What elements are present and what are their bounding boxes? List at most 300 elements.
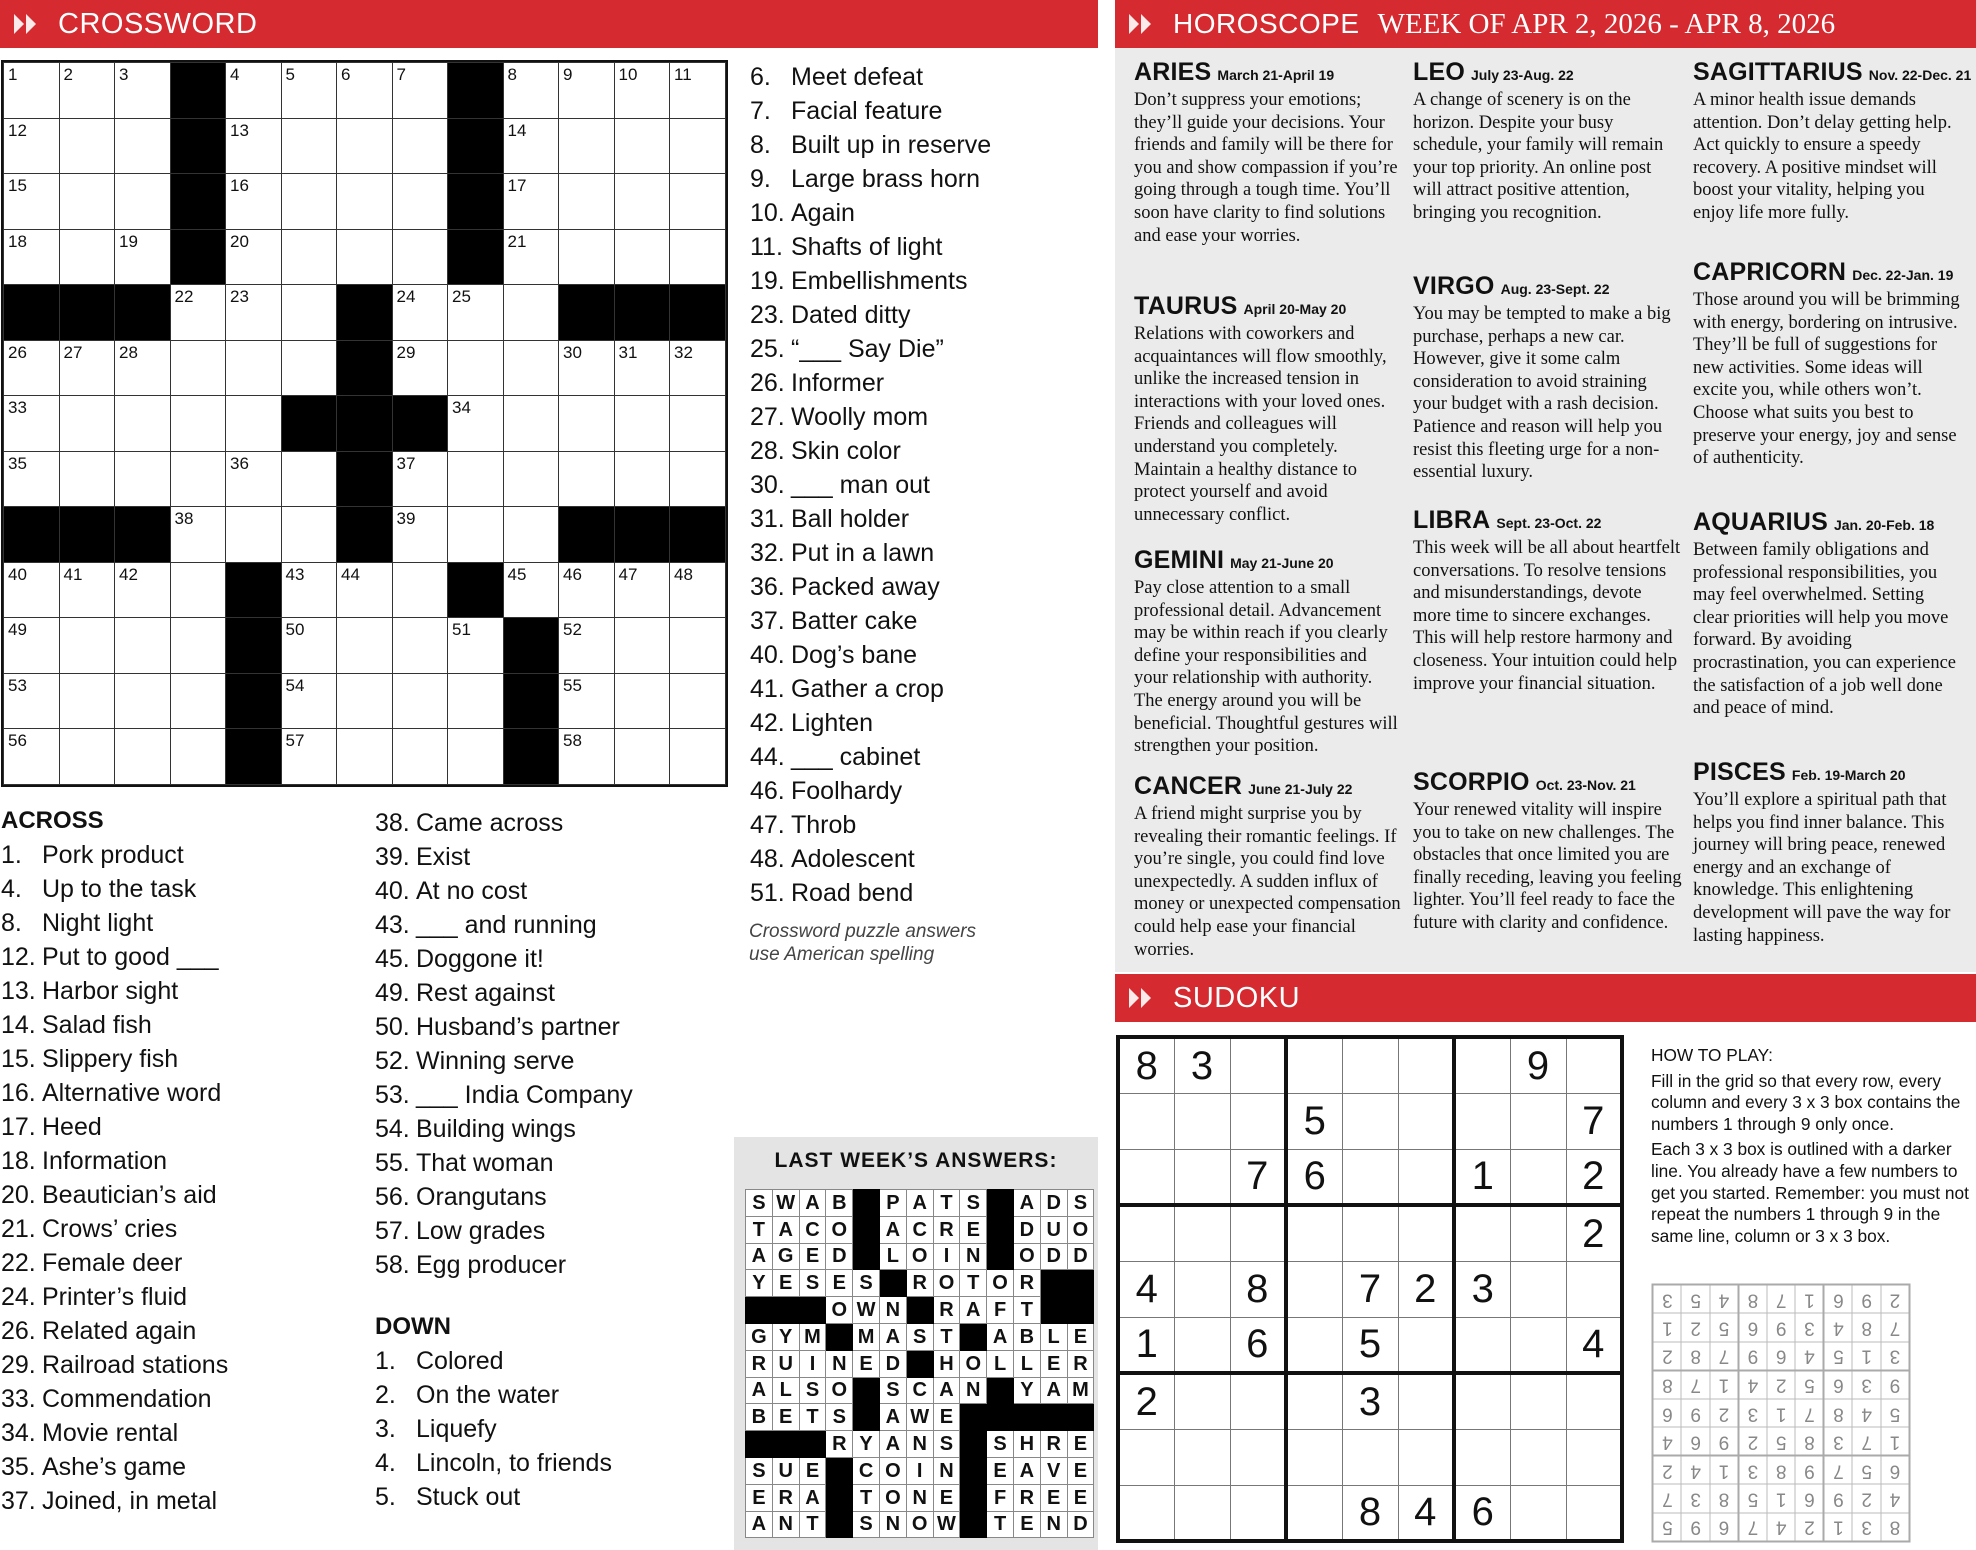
sudoku-cell[interactable] [1174,1261,1230,1317]
crossword-cell[interactable] [503,63,559,119]
crossword-cell[interactable] [392,174,448,230]
sudoku-answer-cell: 7 [1881,1314,1910,1343]
sudoku-cell[interactable] [1230,1205,1286,1261]
crossword-cell[interactable] [226,451,282,507]
clue-number: 48 [674,564,693,584]
answer-letter: R [933,1297,960,1324]
crossword-cell[interactable] [4,174,60,230]
crossword-black-square [59,285,115,341]
answer-black-square [960,1404,987,1431]
clue-item [1,1382,228,1416]
crossword-cell[interactable] [115,63,171,119]
clue-item [1,974,228,1008]
crossword-cell[interactable] [170,285,226,341]
crossword-cell[interactable] [4,562,60,618]
crossword-cell[interactable] [448,285,504,341]
crossword-cell[interactable] [59,229,115,285]
clue-number: 20 [230,231,249,251]
answer-letter: C [906,1377,933,1404]
sudoku-cell[interactable] [1118,1205,1174,1261]
crossword-black-square [4,285,60,341]
crossword-black-square [59,507,115,563]
crossword-cell[interactable] [448,451,504,507]
sudoku-cell[interactable]: 3 [1454,1261,1510,1317]
crossword-cell[interactable] [392,618,448,674]
crossword-cell[interactable] [392,340,448,396]
sudoku-cell[interactable] [1118,1485,1174,1541]
sudoku-cell[interactable] [1174,1205,1230,1261]
crossword-cell[interactable] [614,729,670,785]
crossword-cell[interactable] [4,118,60,174]
sudoku-cell[interactable] [1230,1485,1286,1541]
sudoku-cell[interactable]: 9 [1510,1037,1566,1093]
sudoku-cell[interactable]: 2 [1566,1149,1622,1205]
crossword-cell[interactable] [392,229,448,285]
crossword-cell[interactable] [614,562,670,618]
answer-letter: T [933,1190,960,1217]
answer-letter: O [906,1511,933,1538]
answer-letter: R [772,1484,799,1511]
sudoku-answer-cell: 8 [1796,1428,1825,1457]
crossword-cell[interactable] [392,285,448,341]
sign-reading: Those around you will be brimming with energy, bordering on intrusive. They’ll be full of suggestions for new activities. Some ideas will excite you, while others won’t. Choose what suits you best to preserve your energy, joy and sense of authenticity. [1693,290,1960,469]
crossword-cell[interactable] [559,63,615,119]
clue-number: 55. [375,1149,410,1177]
clue-number: 4. [1,875,22,903]
sudoku-cell[interactable] [1286,1037,1342,1093]
crossword-cell[interactable] [226,63,282,119]
clue-number: 2 [63,65,73,84]
crossword-cell[interactable] [614,340,670,396]
crossword-cell[interactable] [614,229,670,285]
crossword-cell[interactable] [670,340,726,396]
clue-number: 57 [285,731,305,750]
clue-item [375,942,633,976]
clue-item [375,1378,633,1412]
crossword-cell[interactable] [115,174,171,230]
crossword-cell[interactable] [614,396,670,452]
crossword-cell[interactable] [59,174,115,230]
sudoku-cell[interactable]: 6 [1230,1317,1286,1373]
crossword-cell[interactable] [392,562,448,618]
crossword-cell[interactable] [59,451,115,507]
sudoku-cell[interactable] [1510,1373,1566,1429]
answer-letter: R [746,1350,773,1377]
crossword-cell[interactable] [670,729,726,785]
crossword-cell[interactable] [4,396,60,452]
sudoku-cell[interactable] [1566,1485,1622,1541]
crossword-cell[interactable] [448,673,504,729]
crossword-cell[interactable] [559,618,615,674]
sudoku-cell[interactable]: 1 [1454,1149,1510,1205]
sudoku-cell[interactable] [1286,1429,1342,1485]
sudoku-cell[interactable] [1510,1429,1566,1485]
crossword-cell[interactable] [559,118,615,174]
sudoku-answer-cell: 7 [1853,1428,1882,1457]
crossword-cell[interactable] [559,673,615,729]
crossword-cell[interactable] [281,174,337,230]
crossword-cell[interactable] [281,729,337,785]
sudoku-answer-cell: 6 [1682,1428,1711,1457]
clue-number: 14 [507,120,527,140]
sudoku-cell[interactable]: 8 [1118,1037,1174,1093]
clue-number: 11 [674,65,692,84]
crossword-cell[interactable] [281,118,337,174]
sudoku-cell[interactable] [1398,1037,1454,1093]
sign-reading: Relations with coworkers and acquaintances will flow smoothly, unlike the increased tension in interactions with your loved ones. Friends and colleagues will understand you completely. Maintain a healthy distance to protect yourself and avoid unnecessary conflict. [1134,324,1387,525]
sudoku-cell[interactable] [1398,1205,1454,1261]
sudoku-cell[interactable] [1174,1429,1230,1485]
crossword-black-square [448,229,504,285]
crossword-cell[interactable] [115,673,171,729]
sudoku-cell[interactable] [1398,1149,1454,1205]
crossword-cell[interactable] [170,562,226,618]
sudoku-cell[interactable] [1566,1373,1622,1429]
sudoku-cell[interactable] [1398,1093,1454,1149]
crossword-cell[interactable] [559,340,615,396]
crossword-cell[interactable] [670,229,726,285]
crossword-cell[interactable] [670,118,726,174]
crossword-cell[interactable] [59,63,115,119]
sudoku-cell[interactable]: 2 [1398,1261,1454,1317]
crossword-cell[interactable] [392,673,448,729]
crossword-cell[interactable] [448,340,504,396]
across-clues-col2 [375,806,633,1514]
answer-letter: A [746,1243,773,1270]
crossword-cell[interactable] [226,340,282,396]
sudoku-cell[interactable] [1510,1485,1566,1541]
answer-black-square [987,1216,1014,1243]
crossword-cell[interactable] [226,396,282,452]
sudoku-cell[interactable] [1118,1093,1174,1149]
crossword-cell[interactable] [170,396,226,452]
crossword-cell[interactable] [337,729,393,785]
crossword-cell[interactable] [281,507,337,563]
sudoku-answer-cell: 7 [1739,1513,1768,1542]
crossword-cell[interactable] [670,618,726,674]
crossword-cell[interactable] [614,118,670,174]
crossword-cell[interactable] [392,729,448,785]
crossword-black-square [337,340,393,396]
crossword-cell[interactable] [670,562,726,618]
crossword-black-square [503,618,559,674]
crossword-cell[interactable] [670,63,726,119]
sudoku-cell[interactable] [1510,1261,1566,1317]
crossword-cell[interactable] [503,229,559,285]
sudoku-cell[interactable]: 6 [1286,1149,1342,1205]
crossword-cell[interactable] [337,63,393,119]
crossword-cell[interactable] [559,396,615,452]
sudoku-cell[interactable] [1174,1149,1230,1205]
sudoku-cell[interactable]: 7 [1566,1093,1622,1149]
sudoku-cell[interactable] [1118,1429,1174,1485]
crossword-cell[interactable] [170,673,226,729]
crossword-cell[interactable] [559,451,615,507]
crossword-cell[interactable] [226,174,282,230]
crossword-cell[interactable] [503,174,559,230]
crossword-cell[interactable] [170,618,226,674]
sudoku-cell[interactable] [1510,1093,1566,1149]
crossword-cell[interactable] [59,340,115,396]
sudoku-cell[interactable] [1566,1261,1622,1317]
crossword-cell[interactable] [614,63,670,119]
answer-black-square [772,1297,799,1324]
sudoku-cell[interactable] [1286,1317,1342,1373]
clue-number: 40. [750,641,785,669]
crossword-cell[interactable] [503,285,559,341]
crossword-cell[interactable] [281,229,337,285]
sudoku-cell[interactable] [1174,1373,1230,1429]
crossword-cell[interactable] [448,507,504,563]
sudoku-answer-cell: 1 [1710,1456,1739,1485]
crossword-cell[interactable] [115,618,171,674]
crossword-cell[interactable] [337,673,393,729]
crossword-cell[interactable] [559,174,615,230]
crossword-cell[interactable] [115,562,171,618]
crossword-cell[interactable] [170,451,226,507]
crossword-cell[interactable] [115,451,171,507]
sudoku-cell[interactable] [1230,1093,1286,1149]
sudoku-cell[interactable] [1454,1373,1510,1429]
crossword-cell[interactable] [4,63,60,119]
sudoku-cell[interactable] [1454,1429,1510,1485]
instruction-text: HOW TO PLAY: [1651,1045,1773,1065]
sudoku-cell[interactable]: 4 [1398,1485,1454,1541]
crossword-grid [1,60,728,787]
crossword-black-square [115,285,171,341]
answer-letter: A [906,1190,933,1217]
crossword-cell[interactable] [281,673,337,729]
crossword-cell[interactable] [392,118,448,174]
crossword-cell[interactable] [281,285,337,341]
crossword-cell[interactable] [614,451,670,507]
sudoku-cell[interactable] [1510,1149,1566,1205]
crossword-cell[interactable] [4,340,60,396]
crossword-black-square [115,507,171,563]
crossword-cell[interactable] [559,562,615,618]
answer-letter: E [826,1270,853,1297]
down-clues-col3 [750,60,991,910]
sudoku-cell[interactable] [1342,1037,1398,1093]
crossword-cell[interactable] [226,229,282,285]
crossword-cell[interactable] [170,507,226,563]
sudoku-cell[interactable] [1342,1149,1398,1205]
crossword-cell[interactable] [226,507,282,563]
clue-text: Crows’ cries [42,1215,178,1243]
sudoku-cell[interactable]: 7 [1230,1149,1286,1205]
clue-number: 52. [375,1047,410,1075]
crossword-cell[interactable] [337,174,393,230]
crossword-cell[interactable] [4,673,60,729]
clue-text: ___ cabinet [791,743,921,771]
crossword-black-square [226,618,282,674]
crossword-cell[interactable] [337,118,393,174]
answer-letter: S [826,1404,853,1431]
answer-black-square [746,1431,773,1458]
crossword-cell[interactable] [503,396,559,452]
clue-number: 27. [750,403,785,431]
answer-black-square [853,1216,880,1243]
clue-number: 33. [1,1385,36,1413]
crossword-cell[interactable] [59,673,115,729]
crossword-cell[interactable] [4,729,60,785]
sudoku-cell[interactable] [1342,1093,1398,1149]
crossword-cell[interactable] [59,618,115,674]
sudoku-cell[interactable] [1342,1205,1398,1261]
crossword-cell[interactable] [4,618,60,674]
sudoku-cell[interactable] [1118,1149,1174,1205]
sudoku-cell[interactable]: 6 [1454,1485,1510,1541]
sudoku-cell[interactable] [1286,1261,1342,1317]
sudoku-answer-cell: 9 [1824,1485,1853,1514]
sudoku-cell[interactable] [1342,1429,1398,1485]
crossword-cell[interactable] [115,729,171,785]
sudoku-cell[interactable] [1398,1317,1454,1373]
crossword-cell[interactable] [614,174,670,230]
clue-number: 50. [375,1013,410,1041]
answer-letter: Y [772,1323,799,1350]
crossword-cell[interactable] [448,729,504,785]
sudoku-cell[interactable]: 3 [1342,1373,1398,1429]
sudoku-answer-cell: 5 [1739,1485,1768,1514]
sudoku-cell[interactable] [1510,1317,1566,1373]
crossword-cell[interactable] [614,673,670,729]
crossword-cell[interactable] [226,118,282,174]
sudoku-cell[interactable] [1454,1317,1510,1373]
crossword-cell[interactable] [503,118,559,174]
sudoku-cell[interactable] [1230,1373,1286,1429]
answer-letter: O [933,1270,960,1297]
clue-text: Packed away [791,573,940,601]
sudoku-cell[interactable] [1230,1037,1286,1093]
crossword-cell[interactable] [392,507,448,563]
sudoku-cell[interactable] [1286,1205,1342,1261]
crossword-cell[interactable] [670,174,726,230]
clue-number: 56 [8,731,27,750]
sudoku-cell[interactable] [1286,1373,1342,1429]
sudoku-cell[interactable]: 4 [1566,1317,1622,1373]
sign-name: SCORPIO [1413,768,1530,796]
crossword-cell[interactable] [503,507,559,563]
crossword-cell[interactable] [281,63,337,119]
crossword-cell[interactable] [448,396,504,452]
crossword-cell[interactable] [337,562,393,618]
sudoku-cell[interactable]: 5 [1286,1093,1342,1149]
sudoku-cell[interactable]: 4 [1118,1261,1174,1317]
crossword-cell[interactable] [670,451,726,507]
sudoku-cell[interactable]: 1 [1118,1317,1174,1373]
sign-dates: March 21-April 19 [1217,67,1335,83]
sudoku-cell[interactable] [1566,1429,1622,1485]
last-week-answers [734,1137,1098,1550]
clue-number: 40. [375,877,410,905]
answer-letter: N [906,1431,933,1458]
sudoku-cell[interactable] [1454,1205,1510,1261]
sudoku-cell[interactable]: 5 [1342,1317,1398,1373]
sudoku-cell[interactable] [1174,1093,1230,1149]
answer-letter: L [987,1350,1014,1377]
clue-text: Dog’s bane [791,641,918,669]
clue-text: Foolhardy [791,777,903,805]
clue-item [750,94,991,128]
sudoku-cell[interactable]: 3 [1174,1037,1230,1093]
crossword-cell[interactable] [559,729,615,785]
sudoku-cell[interactable] [1398,1429,1454,1485]
clue-number: 29. [1,1351,36,1379]
crossword-cell[interactable] [4,229,60,285]
crossword-cell[interactable] [226,285,282,341]
crossword-cell[interactable] [448,618,504,674]
crossword-cell[interactable] [170,729,226,785]
crossword-cell[interactable] [614,618,670,674]
sudoku-cell[interactable]: 2 [1566,1205,1622,1261]
sudoku-cell[interactable] [1286,1485,1342,1541]
crossword-cell[interactable] [670,396,726,452]
crossword-cell[interactable] [4,451,60,507]
clue-number: 8 [507,65,517,84]
clue-item [375,806,633,840]
crossword-cell[interactable] [59,562,115,618]
crossword-cell[interactable] [59,118,115,174]
sudoku-cell[interactable] [1454,1093,1510,1149]
crossword-cell[interactable] [59,729,115,785]
sudoku-cell[interactable] [1230,1429,1286,1485]
clue-item [375,1480,633,1514]
sudoku-cell[interactable]: 8 [1230,1261,1286,1317]
sudoku-answer-cell: 1 [1653,1314,1682,1343]
clue-text: Woolly mom [791,403,929,431]
crossword-black-square [170,118,226,174]
sudoku-answer-cell: 3 [1881,1342,1910,1371]
crossword-cell[interactable] [59,396,115,452]
sudoku-cell[interactable] [1174,1317,1230,1373]
sudoku-answers-grid [1652,1284,1911,1543]
crossword-cell[interactable] [337,618,393,674]
clue-item [750,740,991,774]
sudoku-cell[interactable]: 7 [1342,1261,1398,1317]
crossword-cell[interactable] [115,118,171,174]
sudoku-cell[interactable]: 8 [1342,1485,1398,1541]
crossword-cell[interactable] [170,340,226,396]
sudoku-cell[interactable] [1510,1205,1566,1261]
chevron-logo-icon [1127,9,1157,39]
sudoku-cell[interactable] [1174,1485,1230,1541]
crossword-cell[interactable] [115,229,171,285]
crossword-cell[interactable] [281,618,337,674]
crossword-cell[interactable] [392,63,448,119]
sudoku-cell[interactable] [1566,1037,1622,1093]
crossword-cell[interactable] [670,673,726,729]
crossword-cell[interactable] [337,229,393,285]
crossword-cell[interactable] [115,396,171,452]
sudoku-cell[interactable]: 2 [1118,1373,1174,1429]
answer-letter: W [772,1190,799,1217]
crossword-cell[interactable] [392,451,448,507]
clue-text: Stuck out [416,1483,521,1511]
crossword-cell[interactable] [503,562,559,618]
crossword-cell[interactable] [115,340,171,396]
clue-number: 1 [8,65,18,84]
crossword-cell[interactable] [281,340,337,396]
clue-item [375,1010,633,1044]
crossword-cell[interactable] [281,451,337,507]
sudoku-cell[interactable] [1398,1373,1454,1429]
sudoku-cell[interactable] [1454,1037,1510,1093]
crossword-cell[interactable] [559,229,615,285]
crossword-cell[interactable] [503,340,559,396]
crossword-cell[interactable] [281,562,337,618]
crossword-cell[interactable] [503,451,559,507]
